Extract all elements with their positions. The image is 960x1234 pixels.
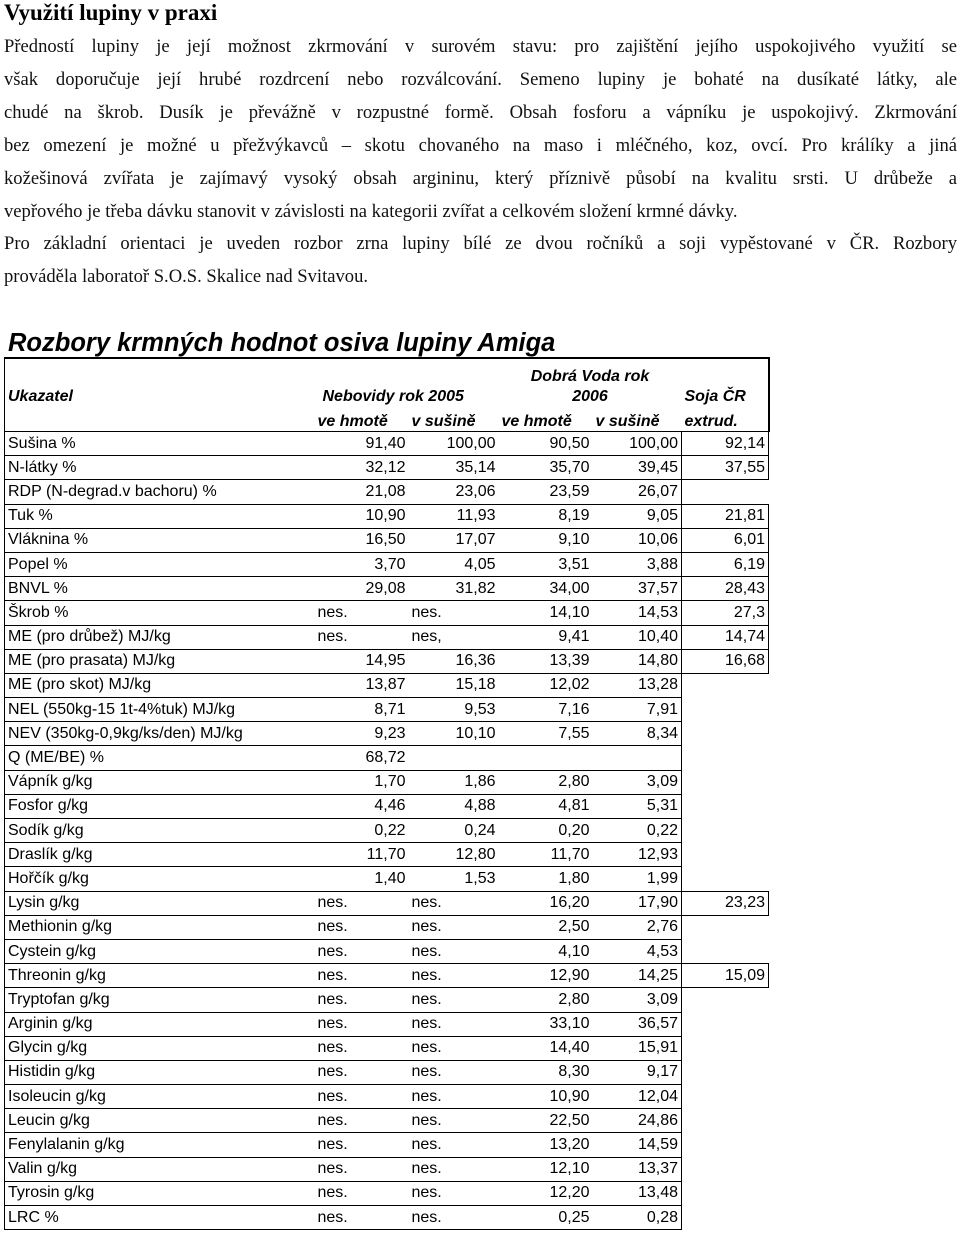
- row-label: Hořčík g/kg: [5, 867, 315, 891]
- table-cell: 0,22: [593, 819, 682, 843]
- table-cell: 1,99: [593, 867, 682, 891]
- table-cell: 29,08: [315, 577, 409, 601]
- table-cell: [682, 770, 769, 794]
- table-title: Rozbory krmných hodnot osiva lupiny Amiga: [8, 329, 556, 357]
- intro-line: kožešinová zvířata je zajímavý vysoký obsah argininu, který příznivě působí na kvalitu srsti. U drůbeže a: [4, 167, 957, 189]
- row-label: NEV (350kg-0,9kg/ks/den) MJ/kg: [5, 722, 315, 746]
- table-cell: 10,10: [409, 722, 499, 746]
- table-cell: nes.: [315, 1133, 409, 1157]
- table-cell: 11,70: [499, 843, 593, 867]
- subheader-cell: v sušině: [411, 413, 476, 430]
- intro-line: Pro základní orientaci je uveden rozbor zrna lupiny bílé ze dvou ročníků a soji vypěstované v ČR. Rozbory: [4, 233, 957, 255]
- table-cell: [682, 1036, 769, 1060]
- table-cell: 7,91: [593, 698, 682, 722]
- table-cell: [682, 915, 769, 939]
- table-cell: 23,59: [499, 480, 593, 504]
- table-cell: nes.: [315, 988, 409, 1012]
- table-row: [5, 1157, 769, 1181]
- row-label: Threonin g/kg: [5, 964, 315, 988]
- subheader-cell: ve hmotě: [501, 413, 572, 430]
- row-label: Tuk %: [5, 504, 315, 528]
- table-row: [5, 867, 769, 891]
- table-cell: [682, 1060, 769, 1084]
- table-cell: 9,41: [499, 625, 593, 649]
- table-cell: [682, 794, 769, 818]
- table-cell: nes.: [409, 1206, 499, 1230]
- table-row: [5, 746, 769, 770]
- table-cell: nes.: [409, 1012, 499, 1036]
- row-label: Popel %: [5, 552, 315, 576]
- table-cell: 0,28: [593, 1206, 682, 1230]
- row-label: Cystein g/kg: [5, 939, 315, 963]
- table-cell: [682, 698, 769, 722]
- table-row: [5, 891, 769, 915]
- table-cell: 8,71: [315, 698, 409, 722]
- row-label: Isoleucin g/kg: [5, 1085, 315, 1109]
- table-cell: 1,80: [499, 867, 593, 891]
- table-cell: 37,57: [593, 577, 682, 601]
- row-label: ME (pro skot) MJ/kg: [5, 673, 315, 697]
- table-cell: 12,80: [409, 843, 499, 867]
- table-cell: 0,22: [315, 819, 409, 843]
- table-row: [5, 649, 769, 673]
- table-cell: 2,50: [499, 915, 593, 939]
- table-cell: 34,00: [499, 577, 593, 601]
- table-cell: 100,00: [593, 432, 682, 456]
- table-cell: 1,86: [409, 770, 499, 794]
- subheader-empty: [5, 407, 315, 432]
- table-cell: nes.: [315, 964, 409, 988]
- row-label: Tyrosin g/kg: [5, 1181, 315, 1205]
- table-cell: 5,31: [593, 794, 682, 818]
- table-body: [5, 432, 769, 1230]
- table-cell: 10,40: [593, 625, 682, 649]
- subheader-cell: v sušině: [595, 413, 660, 430]
- row-label: Histidin g/kg: [5, 1060, 315, 1084]
- table-cell: [682, 867, 769, 891]
- table-cell: 31,82: [409, 577, 499, 601]
- table-cell: 11,70: [315, 843, 409, 867]
- table-cell: nes.: [409, 988, 499, 1012]
- row-label: ME (pro prasata) MJ/kg: [5, 649, 315, 673]
- table-row: [5, 843, 769, 867]
- table-row: [5, 577, 769, 601]
- table-cell: 8,30: [499, 1060, 593, 1084]
- table-cell: 14,74: [682, 625, 769, 649]
- table-cell: 91,40: [315, 432, 409, 456]
- table-cell: 0,20: [499, 819, 593, 843]
- table-cell: 68,72: [315, 746, 409, 770]
- table-cell: 4,53: [593, 939, 682, 963]
- table-row: [5, 939, 769, 963]
- table-cell: 13,20: [499, 1133, 593, 1157]
- table-row: [5, 1060, 769, 1084]
- table-cell: 3,51: [499, 552, 593, 576]
- intro-line: Předností lupiny je její možnost zkrmování v surovém stavu: pro zajištění jejího uspokojivého využití se: [4, 36, 957, 57]
- subheader-cell: extrud.: [682, 407, 769, 432]
- table-cell: [499, 746, 593, 770]
- table-cell: 12,90: [499, 964, 593, 988]
- row-label: Lysin g/kg: [5, 891, 315, 915]
- table-row: [5, 1181, 769, 1205]
- table-cell: 0,25: [499, 1206, 593, 1230]
- table-cell: nes.: [315, 1085, 409, 1109]
- row-label: Vláknina %: [5, 528, 315, 552]
- table-cell: nes.: [409, 1133, 499, 1157]
- table-cell: 15,18: [409, 673, 499, 697]
- table-cell: 0,24: [409, 819, 499, 843]
- table-cell: 9,17: [593, 1060, 682, 1084]
- table-cell: nes.: [409, 1157, 499, 1181]
- table-cell: nes.: [315, 1206, 409, 1230]
- row-label: LRC %: [5, 1206, 315, 1230]
- table-cell: [682, 673, 769, 697]
- table-cell: 1,70: [315, 770, 409, 794]
- table-row: [5, 770, 769, 794]
- table-cell: [682, 988, 769, 1012]
- row-label: NEL (550kg-15 1t-4%tuk) MJ/kg: [5, 698, 315, 722]
- table-cell: nes.: [315, 1157, 409, 1181]
- table-cell: 13,48: [593, 1181, 682, 1205]
- feed-analysis-table: [4, 357, 770, 1230]
- table-cell: 14,53: [593, 601, 682, 625]
- table-row: [5, 456, 769, 480]
- table-cell: 22,50: [499, 1109, 593, 1133]
- table-cell: 2,80: [499, 770, 593, 794]
- table-cell: 33,10: [499, 1012, 593, 1036]
- table-row: [5, 1206, 769, 1230]
- table-row: [5, 1109, 769, 1133]
- table-row: [5, 1133, 769, 1157]
- intro-line: prováděla laboratoř S.O.S. Skalice nad Svitavou.: [4, 266, 369, 288]
- table-cell: 26,07: [593, 480, 682, 504]
- table-cell: 4,46: [315, 794, 409, 818]
- table-cell: 24,86: [593, 1109, 682, 1133]
- table-cell: 35,14: [409, 456, 499, 480]
- table-cell: 37,55: [682, 456, 769, 480]
- intro-line: však doporučuje její hrubé rozdrcení nebo rozválcování. Semeno lupiny je bohaté na dusíkaté látky, ale: [4, 68, 957, 90]
- table-cell: 10,06: [593, 528, 682, 552]
- header-nebovidy: Nebovidy rok 2005: [315, 358, 499, 407]
- table-cell: 32,12: [315, 456, 409, 480]
- table-cell: [682, 1012, 769, 1036]
- table-cell: 9,23: [315, 722, 409, 746]
- table-cell: 4,88: [409, 794, 499, 818]
- table-cell: 9,10: [499, 528, 593, 552]
- table-cell: [682, 1109, 769, 1133]
- intro-line: vepřového je třeba dávku stanovit v závislosti na kategorii zvířat a celkovém složení krmné dávky.: [4, 200, 738, 222]
- table-cell: 92,14: [682, 432, 769, 456]
- table-cell: 8,19: [499, 504, 593, 528]
- table-cell: nes.: [315, 915, 409, 939]
- table-cell: 1,53: [409, 867, 499, 891]
- table-cell: 14,95: [315, 649, 409, 673]
- row-label: BNVL %: [5, 577, 315, 601]
- table-cell: 90,50: [499, 432, 593, 456]
- table-cell: nes.: [409, 1036, 499, 1060]
- table-cell: nes.: [315, 1181, 409, 1205]
- table-cell: nes.: [409, 891, 499, 915]
- table-cell: 14,25: [593, 964, 682, 988]
- table-cell: 28,43: [682, 577, 769, 601]
- row-label: Q (ME/BE) %: [5, 746, 315, 770]
- table-cell: 100,00: [409, 432, 499, 456]
- table-cell: [682, 843, 769, 867]
- table-cell: nes.: [315, 601, 409, 625]
- table-cell: 10,90: [315, 504, 409, 528]
- table-cell: 17,07: [409, 528, 499, 552]
- table-cell: 15,09: [682, 964, 769, 988]
- table-cell: nes.: [315, 1060, 409, 1084]
- table-cell: 3,09: [593, 988, 682, 1012]
- table-cell: 36,57: [593, 1012, 682, 1036]
- table-cell: 3,09: [593, 770, 682, 794]
- row-label: Fosfor g/kg: [5, 794, 315, 818]
- table-cell: 27,3: [682, 601, 769, 625]
- table-cell: 6,01: [682, 528, 769, 552]
- table-cell: nes.: [409, 1109, 499, 1133]
- table-cell: 16,68: [682, 649, 769, 673]
- table-cell: 35,70: [499, 456, 593, 480]
- row-label: Glycin g/kg: [5, 1036, 315, 1060]
- table-cell: 13,87: [315, 673, 409, 697]
- table-cell: [593, 746, 682, 770]
- table-cell: nes.: [315, 1109, 409, 1133]
- table-cell: 39,45: [593, 456, 682, 480]
- table-row: [5, 504, 769, 528]
- row-label: Fenylalanin g/kg: [5, 1133, 315, 1157]
- table-cell: 4,05: [409, 552, 499, 576]
- table-cell: 6,19: [682, 552, 769, 576]
- table-cell: 16,36: [409, 649, 499, 673]
- header-dobra-voda: [499, 358, 682, 407]
- table-cell: [682, 480, 769, 504]
- table-cell: nes.: [409, 915, 499, 939]
- table-cell: 2,80: [499, 988, 593, 1012]
- table-cell: nes,: [409, 625, 499, 649]
- table-cell: 12,20: [499, 1181, 593, 1205]
- table-row: [5, 552, 769, 576]
- table-cell: [682, 1206, 769, 1230]
- table-cell: 11,93: [409, 504, 499, 528]
- header-soja: Soja ČR: [682, 358, 769, 407]
- table-cell: 23,23: [682, 891, 769, 915]
- table-subheader-row: [5, 407, 769, 432]
- table-cell: [682, 819, 769, 843]
- table-cell: nes.: [409, 1181, 499, 1205]
- table-cell: [682, 1085, 769, 1109]
- row-label: Leucin g/kg: [5, 1109, 315, 1133]
- table-row: [5, 528, 769, 552]
- header-dobra-voda-line2: 2006: [572, 388, 608, 405]
- table-row: [5, 794, 769, 818]
- table-cell: 16,50: [315, 528, 409, 552]
- row-label: N-látky %: [5, 456, 315, 480]
- intro-line: chudé na škrob. Dusík je převážně v rozpustné formě. Obsah fosforu a vápníku je uspokojivý. Zkrmování: [4, 101, 957, 123]
- table-cell: 21,81: [682, 504, 769, 528]
- document-title: Využití lupiny v praxi: [4, 0, 218, 25]
- table-row: [5, 1036, 769, 1060]
- table-cell: 15,91: [593, 1036, 682, 1060]
- table-cell: 4,81: [499, 794, 593, 818]
- table-cell: 3,88: [593, 552, 682, 576]
- row-label: Vápník g/kg: [5, 770, 315, 794]
- table-cell: nes.: [409, 964, 499, 988]
- table-row: [5, 988, 769, 1012]
- table-cell: 21,08: [315, 480, 409, 504]
- table-cell: 17,90: [593, 891, 682, 915]
- row-label: RDP (N-degrad.v bachoru) %: [5, 480, 315, 504]
- table-row: [5, 819, 769, 843]
- table-row: [5, 1085, 769, 1109]
- table-cell: [682, 1157, 769, 1181]
- header-indicator: Ukazatel: [5, 358, 315, 407]
- table-cell: 9,53: [409, 698, 499, 722]
- table-cell: 12,04: [593, 1085, 682, 1109]
- row-label: Methionin g/kg: [5, 915, 315, 939]
- table-cell: 14,10: [499, 601, 593, 625]
- table-row: [5, 964, 769, 988]
- table-row: [5, 432, 769, 456]
- table-cell: 13,28: [593, 673, 682, 697]
- table-row: [5, 625, 769, 649]
- table-row: [5, 698, 769, 722]
- table-cell: [682, 722, 769, 746]
- table-cell: nes.: [315, 1036, 409, 1060]
- table-row: [5, 1012, 769, 1036]
- table-row: [5, 601, 769, 625]
- table-cell: 2,76: [593, 915, 682, 939]
- table-row: [5, 673, 769, 697]
- table-cell: 10,90: [499, 1085, 593, 1109]
- table-cell: 8,34: [593, 722, 682, 746]
- row-label: Arginin g/kg: [5, 1012, 315, 1036]
- row-label: Škrob %: [5, 601, 315, 625]
- table-cell: 23,06: [409, 480, 499, 504]
- table-cell: 14,80: [593, 649, 682, 673]
- intro-paragraph: [4, 31, 957, 294]
- table-cell: 7,16: [499, 698, 593, 722]
- table-cell: 9,05: [593, 504, 682, 528]
- table-cell: [682, 1133, 769, 1157]
- table-cell: nes.: [315, 891, 409, 915]
- table-cell: 14,59: [593, 1133, 682, 1157]
- table-cell: 14,40: [499, 1036, 593, 1060]
- table-cell: 12,93: [593, 843, 682, 867]
- table-cell: nes.: [409, 601, 499, 625]
- row-label: Valin g/kg: [5, 1157, 315, 1181]
- intro-line: bez omezení je možné u přežvýkavců – skotu chovaného na maso i mléčného, koz, ovcí. Pro králíky a jiná: [4, 134, 957, 156]
- table-cell: 16,20: [499, 891, 593, 915]
- table-cell: 1,40: [315, 867, 409, 891]
- table-cell: 4,10: [499, 939, 593, 963]
- table-row: [5, 480, 769, 504]
- table-header-row: [5, 358, 769, 407]
- table-cell: [409, 746, 499, 770]
- row-label: Sodík g/kg: [5, 819, 315, 843]
- table-row: [5, 915, 769, 939]
- table-cell: 13,39: [499, 649, 593, 673]
- table-cell: nes.: [315, 1012, 409, 1036]
- table-cell: 12,02: [499, 673, 593, 697]
- table-cell: nes.: [409, 939, 499, 963]
- header-dobra-voda-line1: Dobrá Voda rok: [530, 368, 650, 385]
- row-label: Tryptofan g/kg: [5, 988, 315, 1012]
- table-cell: [682, 746, 769, 770]
- table-cell: [682, 939, 769, 963]
- table-cell: nes.: [409, 1060, 499, 1084]
- table-row: [5, 722, 769, 746]
- table-cell: 7,55: [499, 722, 593, 746]
- table-cell: 12,10: [499, 1157, 593, 1181]
- row-label: ME (pro drůbež) MJ/kg: [5, 625, 315, 649]
- subheader-cell: ve hmotě: [317, 413, 388, 430]
- table-cell: 13,37: [593, 1157, 682, 1181]
- table-cell: 3,70: [315, 552, 409, 576]
- table-cell: nes.: [409, 1085, 499, 1109]
- table-cell: nes.: [315, 939, 409, 963]
- table-cell: [682, 1181, 769, 1205]
- row-label: Sušina %: [5, 432, 315, 456]
- row-label: Draslík g/kg: [5, 843, 315, 867]
- table-cell: nes.: [315, 625, 409, 649]
